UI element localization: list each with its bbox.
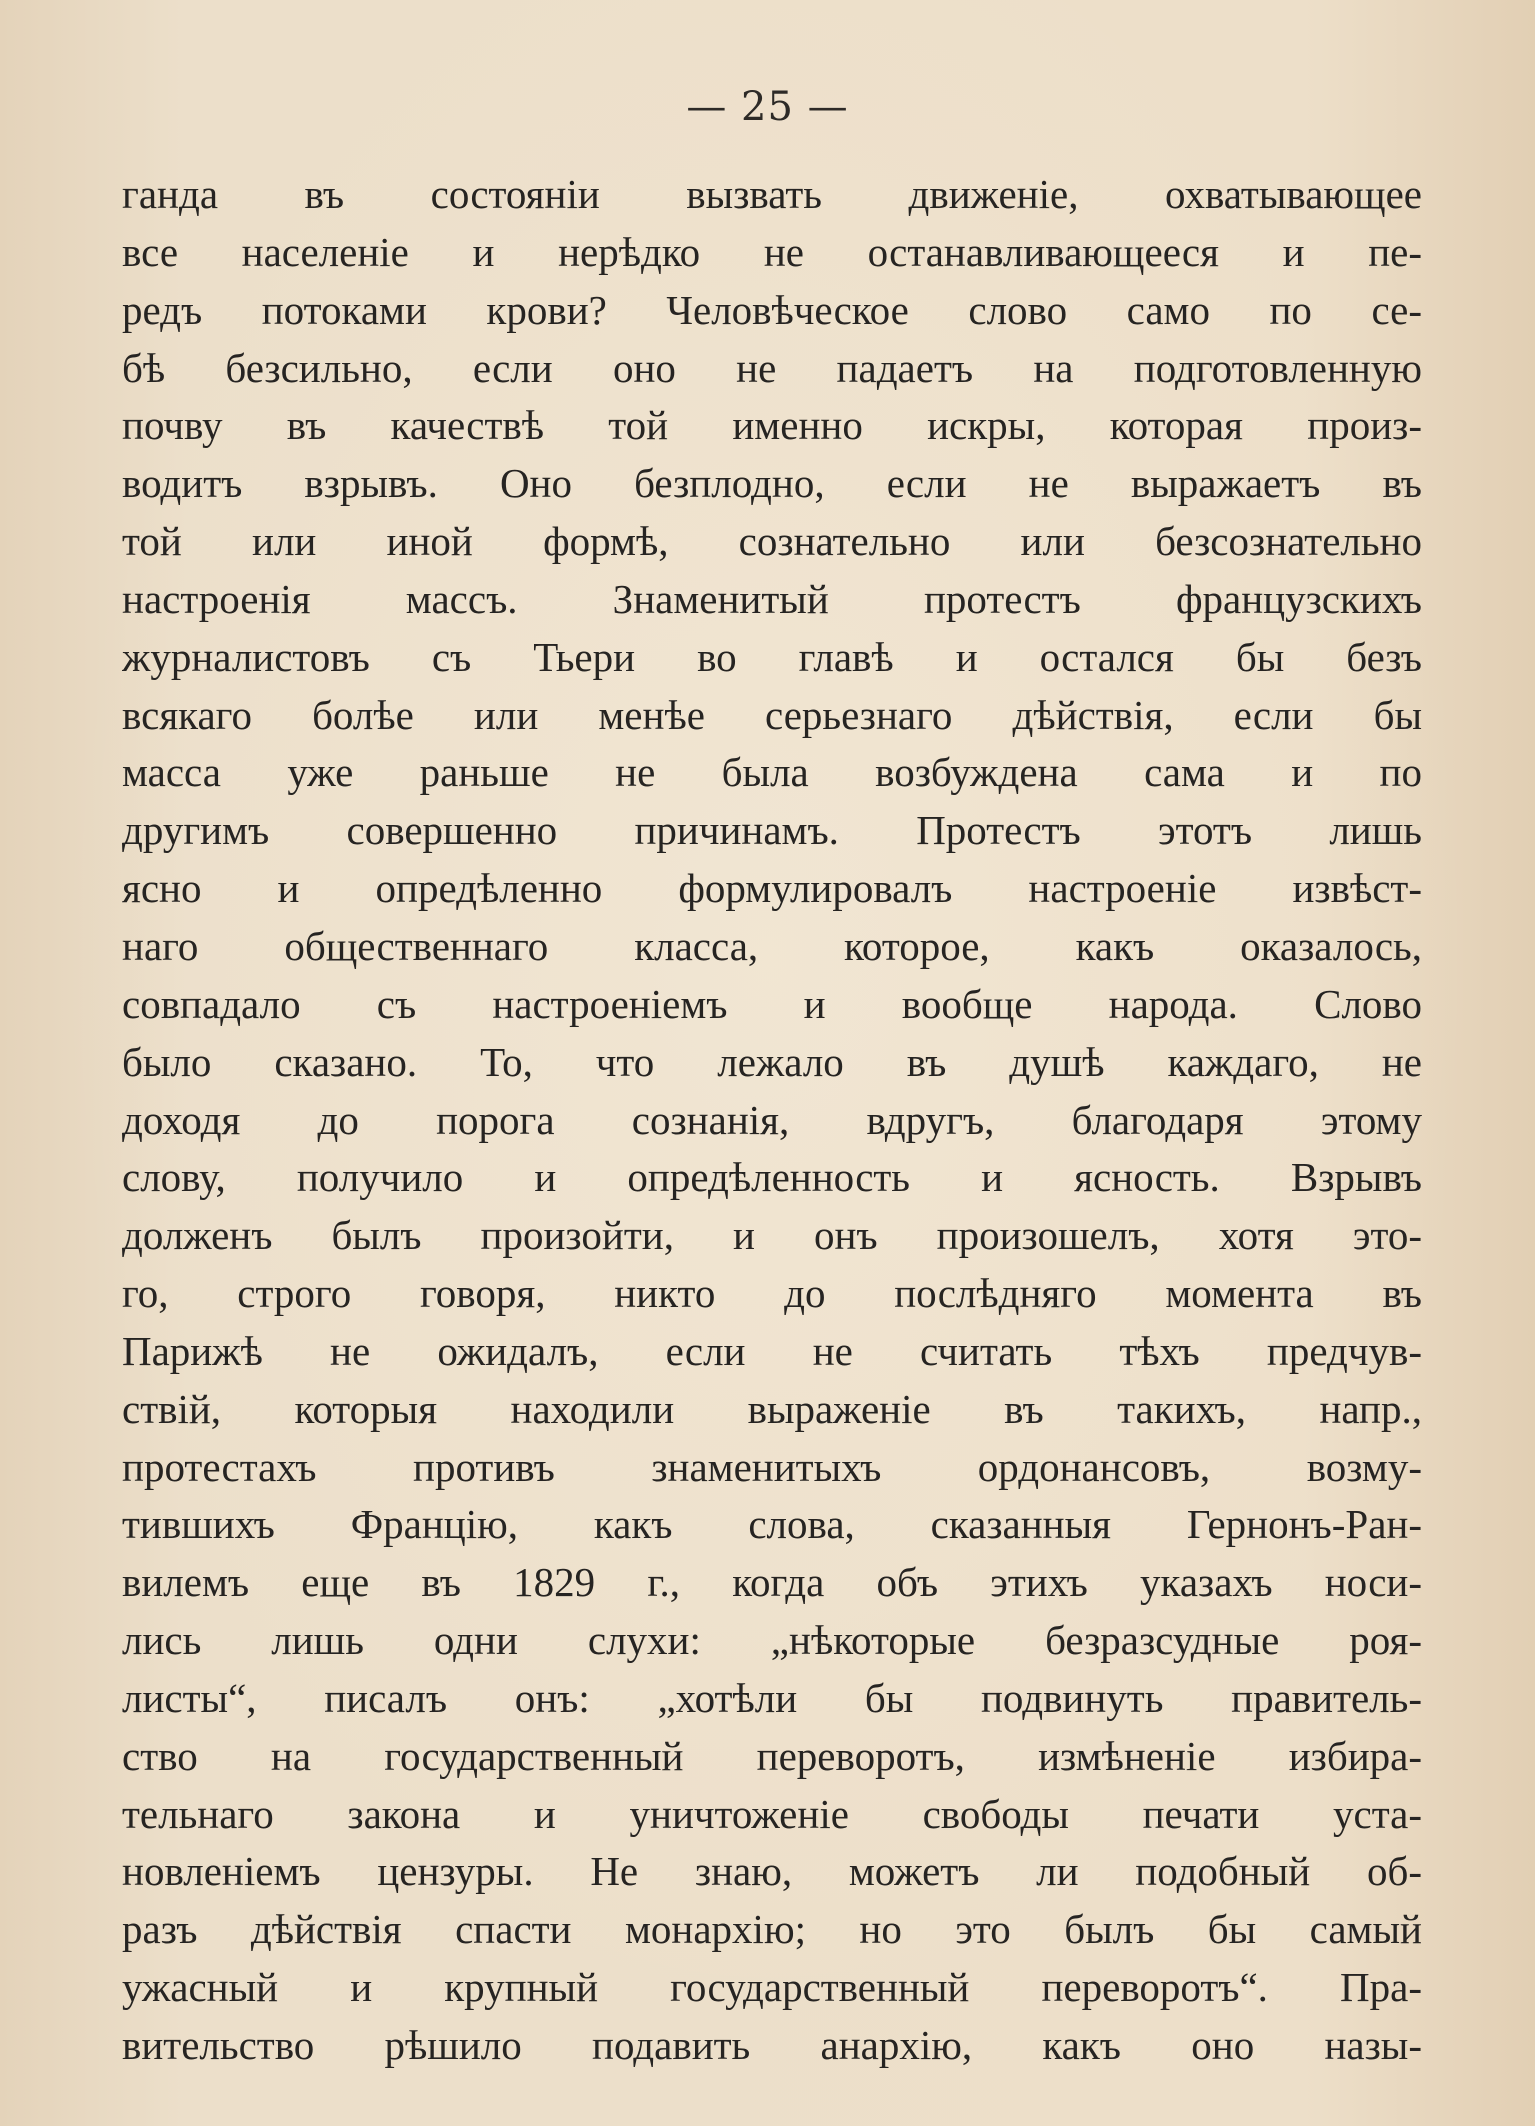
body-text (122, 166, 1422, 2075)
text-line: долженъ былъ произойти, и онъ произошелъ, хотя это- (122, 1212, 1422, 1259)
text-line: настроенiя массъ. Знаменитый протестъ французскихъ (122, 575, 1422, 622)
page-number: — 25 — (686, 84, 849, 130)
text-line: все населенiе и нерѣдко не останавливающееся и пе- (122, 228, 1422, 275)
text-line: совпадало съ настроенiемъ и вообще народа. Слово (122, 980, 1422, 1027)
text-line: доходя до порога сознанiя, вдругъ, благодаря этому (122, 1096, 1422, 1143)
text-line: ство на государственный переворотъ, измѣненiе избира- (122, 1732, 1422, 1779)
text-line: тельнаго закона и уничтоженiе свободы печати уста- (122, 1790, 1422, 1837)
text-line: го, строго говоря, никто до послѣдняго момента въ (122, 1270, 1422, 1317)
text-line: редъ потоками крови? Человѣческое слово само по се- (122, 286, 1422, 333)
text-line: другимъ совершенно причинамъ. Протестъ этотъ лишь (122, 807, 1422, 854)
text-line: журналистовъ съ Тьери во главѣ и остался бы безъ (122, 633, 1422, 680)
text-line: вилемъ еще въ 1829 г., когда объ этихъ указахъ носи- (122, 1559, 1422, 1606)
text-line: водитъ взрывъ. Оно безплодно, если не выражаетъ въ (122, 460, 1422, 507)
text-line: ясно и опредѣленно формулировалъ настроенiе извѣст- (122, 865, 1422, 912)
text-line: разъ дѣйствiя спасти монархiю; но это былъ бы самый (122, 1906, 1422, 1953)
text-line: ствiй, которыя находили выраженiе въ такихъ, напр., (122, 1385, 1422, 1432)
text-line: Парижѣ не ожидалъ, если не считать тѣхъ предчув- (122, 1327, 1422, 1374)
text-line: той или иной формѣ, сознательно или безсознательно (122, 518, 1422, 565)
text-line: бѣ безсильно, если оно не падаетъ на подготовленную (122, 344, 1422, 391)
text-line: протестахъ противъ знаменитыхъ ордонансовъ, возму- (122, 1443, 1422, 1490)
text-line: новленiемъ цензуры. Не знаю, можетъ ли подобный об- (122, 1848, 1422, 1895)
text-line: почву въ качествѣ той именно искры, которая произ- (122, 402, 1422, 449)
text-line: тившихъ Францiю, какъ слова, сказанныя Гернонъ-Ран- (122, 1501, 1422, 1548)
text-line: ганда въ состоянiи вызвать движенiе, охватывающее (122, 171, 1422, 217)
text-line: слову, получило и опредѣленность и ясность. Взрывъ (122, 1154, 1422, 1201)
text-line: листы“, писалъ онъ: „хотѣли бы подвинуть правитель- (122, 1674, 1422, 1721)
text-line: лись лишь одни слухи: „нѣкоторые безразсудные роя- (122, 1617, 1422, 1664)
text-line: было сказано. То, что лежало въ душѣ каждаго, не (122, 1038, 1422, 1085)
text-line: масса уже раньше не была возбуждена сама и по (122, 749, 1422, 796)
text-line: ужасный и крупный государственный переворотъ“. Пра- (122, 1964, 1422, 2011)
text-line: всякаго болѣе или менѣе серьезнаго дѣйствiя, если бы (122, 691, 1422, 738)
text-line: вительство рѣшило подавить анархiю, какъ оно назы- (122, 2022, 1422, 2068)
text-line: наго общественнаго класса, которое, какъ оказалось, (122, 922, 1422, 969)
